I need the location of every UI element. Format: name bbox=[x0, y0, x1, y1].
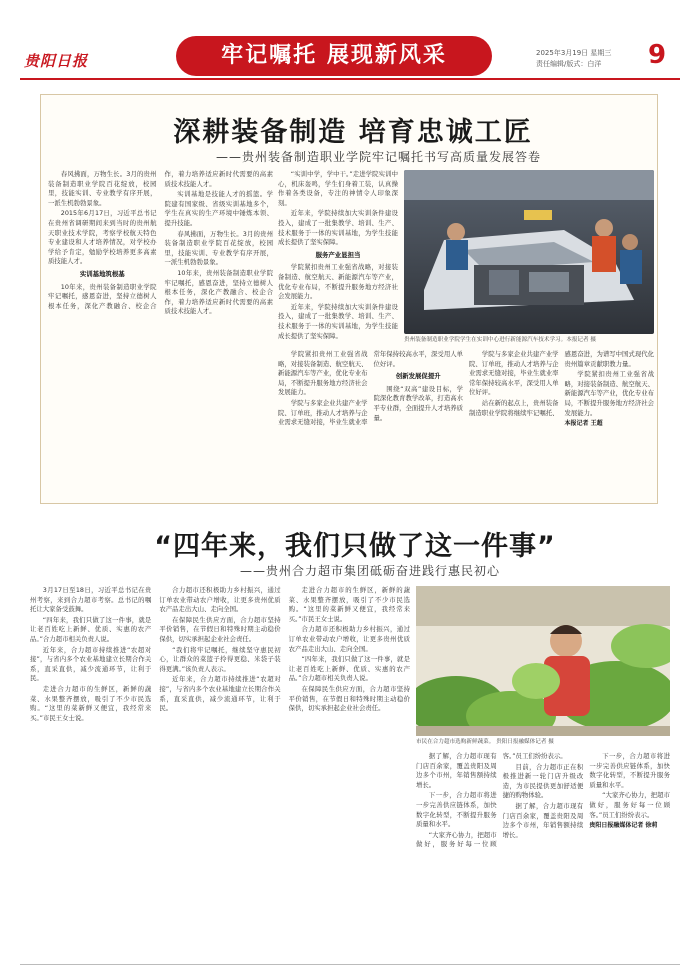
article2-paragraph: “大家齐心协力，把超市做好，服务好每一位顾客。”员工们纷纷表示。 bbox=[416, 752, 567, 849]
article2-paragraph: 合力超市还积极助力乡村振兴，通过订单农业带动农户增收，让更多贵州优质农产品走出大山、走向全国。 bbox=[159, 586, 281, 614]
article2-paragraph: 合力超市还积极助力乡村振兴，通过订单农业带动农户增收，让更多贵州优质农产品走出大山、走向全国。 bbox=[288, 625, 410, 653]
article1-lower-columns bbox=[278, 350, 654, 500]
article2-paragraph: 据了解，合力超市现有门店百余家，覆盖贵阳及周边多个市州，年销售额持续增长。 bbox=[502, 801, 584, 839]
article1-paragraph: 学院与多家企业共建产业学院、订单班，推动人才培养与企业需求无缝对接，毕业生就业率常年保持较高水平，深受用人单位好评。 bbox=[278, 350, 463, 427]
article1-paragraph: 近年来，学院持续加大实训条件建设投入，建成了一批集教学、培训、生产、技术服务于一体的实训基地，为学生技能成长提供了坚实保障。 bbox=[278, 302, 398, 340]
article1-paragraph: 学院紧扣贵州工业强省战略，对接装备制造、航空航天、新能源汽车等产业，优化专业布局，不断提升服务地方经济社会发展能力。 bbox=[278, 350, 368, 397]
article1-paragraph: 学院与多家企业共建产业学院、订单班，推动人才培养与企业需求无缝对接，毕业生就业率常年保持较高水平，深受用人单位好评。 bbox=[469, 350, 559, 397]
article2-paragraph: “四年来，我们只做了这一件事，就是让老百姓吃上新鲜、优质、实惠的农产品。”合力超市相关负责人说。 bbox=[288, 655, 410, 683]
article2-reporter: 贵阳日报融媒体记者 徐莉 bbox=[589, 822, 658, 830]
article1-paragraph: 围绕“双高”建设目标，学院深化教育教学改革，打造高水平专业群，全面提升人才培养质量。 bbox=[373, 384, 463, 422]
article2-paragraph: “大家齐心协力，把超市做好，服务好每一位顾客。”员工们纷纷表示。 bbox=[589, 791, 670, 819]
article1-subheadline: ——贵州装备制造职业学院牢记嘱托书写高质量发展答卷 bbox=[216, 150, 542, 164]
article1-paragraph: 春风拂面，万物生长。3月的贵州装备制造职业学院百花绽放，校园里，技能实训、专业教学有序开展，一派生机勃勃景象。 bbox=[164, 229, 273, 267]
article2-paragraph: “四年来，我们只做了这一件事，就是让老百姓吃上新鲜、优质、实惠的农产品。”合力超市相关负责人说。 bbox=[30, 615, 152, 643]
article1-paragraph: 10年来，贵州装备制造职业学院牢记嘱托，感恩奋进，坚持立德树人根本任务，深化产教融合、校企合作，着力培养适应新时代需要的高素质技术技能人才。 bbox=[164, 268, 273, 316]
article2-paragraph: 走进合力超市的生鲜区，新鲜的蔬菜、水果整齐摆放，吸引了不少市民选购。“这里的菜新鲜又便宜，我经常来买。”市民王女士说。 bbox=[288, 586, 410, 623]
article1-paragraph: 实训基地是技能人才的摇篮。学院建有国家级、省级实训基地多个，学生在真实的生产环境中锤炼本领、提升技能。 bbox=[164, 190, 273, 227]
article1-paragraph: “实训中学，学中干。”走进学院实训中心，机床轰鸣，学生们身着工装，认真操作着各类设备，专注的神情令人印象深刻。 bbox=[278, 170, 398, 207]
article2-paragraph: 3月17日至18日，习近平总书记在贵州考察，来到合力超市考察。总书记的嘱托让大家备受鼓舞。 bbox=[30, 586, 152, 614]
publication-info bbox=[536, 48, 611, 70]
article2-paragraph: 近年来，合力超市持续推进“农超对接”，与省内多个农业基地建立长期合作关系，直采直供，减少流通环节，让利于民。 bbox=[30, 645, 152, 683]
article1-section-heading: 实训基地筑根基 bbox=[79, 269, 125, 278]
article2-paragraph: 据了解，合力超市现有门店百余家，覆盖贵阳及周边多个市州，年销售额持续增长。 bbox=[416, 752, 497, 789]
header-divider bbox=[20, 78, 680, 80]
article2-paragraph: 下一步，合力超市将进一步完善供应链体系，加快数字化转型，不断提升服务质量和水平。 bbox=[589, 752, 670, 789]
article2-paragraph: 在保障民生供应方面，合力超市坚持平价销售，在节假日和特殊时期主动稳价保供，切实承担起企业社会责任。 bbox=[288, 684, 410, 713]
article2-paragraph: 近年来，合力超市持续推进“农超对接”，与省内多个农业基地建立长期合作关系，直采直供，减少流通环节，让利于民。 bbox=[159, 675, 281, 713]
article1-paragraph: 近年来，学院持续加大实训条件建设投入，建成了一批集教学、培训、生产、技术服务于一体的实训基地，为学生技能成长提供了坚实保障。 bbox=[278, 209, 398, 247]
article2-body bbox=[30, 586, 410, 956]
vegetable-market-photo bbox=[416, 586, 670, 736]
car-workshop-photo bbox=[404, 170, 654, 334]
page-number: 9 bbox=[648, 40, 667, 70]
article2-paragraph: 目前，合力超市正在积极推进新一轮门店升级改造，为市民提供更加舒适便捷的购物体验。 bbox=[502, 762, 584, 800]
article2-paragraph: 走进合力超市的生鲜区，新鲜的蔬菜、水果整齐摆放，吸引了不少市民选购。“这里的菜新鲜又便宜，我经常来买。”市民王女士说。 bbox=[30, 684, 152, 722]
article1-section-heading: 创新发展促提升 bbox=[395, 372, 441, 381]
article2-paragraph: 在保障民生供应方面，合力超市坚持平价销售，在节假日和特殊时期主动稳价保供，切实承担起企业社会责任。 bbox=[159, 615, 281, 643]
article1-paragraph: 2015年6月17日，习近平总书记在贵州省调研期间来到当时的贵州航天职业技术学院，考察学校航天特色专业建设和人才培养情况，对学校办学给予肯定，勉励学校培养更多高素质技能人才。 bbox=[48, 209, 157, 266]
masthead-logo: 贵阳日报 bbox=[24, 52, 89, 70]
date-line: 2025年3月19日 星期三 bbox=[536, 49, 612, 57]
article2-lower-columns bbox=[416, 752, 670, 956]
page-header bbox=[0, 0, 700, 84]
article1-paragraph: 学院紧扣贵州工业强省战略，对接装备制造、航空航天、新能源汽车等产业，优化专业布局，不断提升服务地方经济社会发展能力。 bbox=[278, 263, 398, 301]
article1-photo-caption: 贵州装备制造职业学院学生在实训中心进行新能源汽车技术学习。本报记者 摄 bbox=[404, 337, 596, 343]
footer-divider bbox=[20, 964, 680, 965]
article1-photo[interactable] bbox=[404, 170, 654, 334]
article1-paragraph: 春风拂面，万物生长。3月的贵州装备制造职业学院百花绽放，校园里，技能实训、专业教学有序开展，一派生机勃勃景象。 bbox=[48, 170, 157, 207]
article2-paragraph: “我们将牢记嘱托，继续坚守惠民初心，让群众的菜篮子拎得更稳、米袋子装得更满。”该负责人表示。 bbox=[159, 645, 281, 673]
article2-headline[interactable]: “四年来，我们只做了这一件事” bbox=[154, 531, 556, 562]
article1-paragraph: 10年来，贵州装备制造职业学院牢记嘱托，感恩奋进，坚持立德树人根本任务，深化产教融合、校企合作，着力培养适应新时代需要的高素质技术技能人才。 bbox=[48, 170, 273, 310]
article1-reporter: 本报记者 王超 bbox=[564, 420, 603, 428]
article1-paragraph: 站在新的起点上，贵州装备制造职业学院将继续牢记嘱托、感恩奋进，为谱写中国式现代化贵州篇章贡献职教力量。 bbox=[469, 350, 654, 417]
article1-headline[interactable]: 深耕装备制造 培育忠诚工匠 bbox=[173, 117, 533, 148]
article2-photo-caption: 市民在合力超市选购新鲜蔬菜。 贵阳日报融媒体记者 摄 bbox=[416, 739, 554, 745]
editor-line: 责任编辑/版式：白洋 bbox=[536, 60, 602, 68]
article2-paragraph: 下一步，合力超市将进一步完善供应链体系，加快数字化转型，不断提升服务质量和水平。 bbox=[416, 791, 497, 829]
article1-paragraph: 学院紧扣贵州工业强省战略，对接装备制造、航空航天、新能源汽车等产业，优化专业布局，不断提升服务地方经济社会发展能力。 bbox=[564, 370, 654, 417]
article2-subheadline: ——贵州合力超市集团砥砺奋进践行惠民初心 bbox=[240, 564, 501, 578]
article1-section-heading: 服务产业显担当 bbox=[315, 250, 361, 259]
section-slogan-banner: 牢记嘱托 展现新风采 bbox=[176, 36, 492, 76]
article2-photo[interactable] bbox=[416, 586, 670, 736]
article1-body bbox=[48, 170, 273, 500]
